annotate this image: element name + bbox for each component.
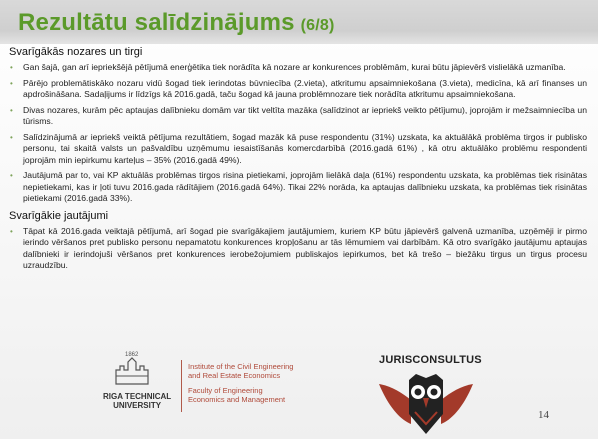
section-heading: Svarīgākās nozares un tirgi bbox=[9, 46, 143, 58]
bullet-item bbox=[9, 105, 587, 128]
bullet-icon: • bbox=[10, 78, 13, 88]
institute-line1: Institute of the Civil Engineering bbox=[188, 362, 294, 371]
slide-content bbox=[9, 45, 587, 276]
footer-divider bbox=[181, 360, 182, 412]
owl-logo-icon bbox=[371, 364, 481, 436]
rtu-name-line1: RIGA TECHNICAL bbox=[103, 392, 172, 401]
faculty-line1: Faculty of Engineering bbox=[188, 386, 263, 395]
bullet-text: Salīdzinājumā ar iepriekš veiktā pētījuma rezultātiem, šogad mazāk kā puse respondentu (31%) uzskata, ka aktuālākā problēma tirgos ir publisko personu, tai skaitā valsts un pašvaldību uzņēmumu iesaistīšanās komercdarbībā (2016.gadā 61%) , kā otru aktuālāko problēmu respondenti joprojām min iepirkumu karteļus – 35% (2016.gadā 49%). bbox=[23, 131, 587, 165]
bullet-icon: • bbox=[10, 132, 13, 142]
bullet-text: Tāpat kā 2016.gada veiktajā pētījumā, arī šogad pie svarīgākajiem jautājumiem, kuriem KP būtu jāpievērš galvenā uzmanība, uzņēmēji ir pirmo ierindo vēršanos pret publisko personu nepamatotu konkurences kropļošanu ar tās lēmumiem vai darbībām. Kā otro svarīgāko jautājumu aptaujas dalībnieki ir ierindojuši vēršanos pret konkurences ierobežojumiem publiskajos iepirkumos, bet kā trešo – biežāku tirgus un tirgus procesu uzraudzību. bbox=[23, 225, 587, 270]
rtu-year: 1862 bbox=[125, 352, 139, 358]
institute-text bbox=[188, 362, 293, 404]
bullet-icon: • bbox=[10, 171, 13, 180]
bullet-text: Gan šajā, gan arī iepriekšējā pētījumā enerģētika tiek norādīta kā nozare ar konkurences problēmām, kurai būtu jāpievērš vislielākā uzmanība. bbox=[23, 62, 566, 72]
slide-title-text: Rezultātu salīdzinājums bbox=[18, 9, 295, 36]
rtu-name bbox=[103, 392, 171, 410]
bullet-item bbox=[9, 170, 587, 205]
bullet-text: Jautājumā par to, vai KP aktuālās problēmas tirgos risina pietiekami, joprojām lielākā daļa (61%) respondentu uzskata, ka problēmas tiek risinātas nepietiekami, kas ir ļoti tuvu 2016.gada rādītājiem (2016.gadā 64%). Tikai 22% norāda, ka aptaujas dalībnieku uzskata, ka problēmas tiek risinātas pietiekami (2016.gadā 33%). bbox=[23, 170, 587, 203]
bullet-icon: • bbox=[10, 226, 13, 236]
bullet-item bbox=[9, 226, 587, 272]
institute-line2: and Real Estate Economics bbox=[188, 371, 281, 380]
slide-title bbox=[18, 9, 335, 37]
bullet-text: Pārējo problemātiskāko nozaru vidū šogad tiek ierindotas būvniecība (2.vieta), atkritumu apsaimniekošana (3.vieta), medicīna, kā arī finanses un apdrošināšana. Sadaļijums ir līdzīgs kā 2016.gadā, taču šogad kā jauna problēmnozare tiek norādīta atkritumu apsaimniekošana. bbox=[23, 77, 587, 99]
jurisconsultus-logo-text: JURISCONSULTUS bbox=[379, 354, 482, 366]
bullet-icon: • bbox=[10, 105, 13, 115]
slide-counter: (6/8) bbox=[300, 17, 335, 34]
slide-footer bbox=[0, 345, 598, 439]
rtu-crest-icon bbox=[112, 356, 152, 386]
bullet-icon: • bbox=[10, 63, 13, 72]
bullet-text: Divas nozares, kurām pēc aptaujas dalībnieku domām var tikt veltīta mazāka (salīdzinot ar iepriekš veikto pētījumu), joprojām ir mežsaimniecība un tūrisms. bbox=[23, 104, 587, 126]
page-number: 14 bbox=[538, 409, 549, 421]
bullet-item bbox=[9, 78, 587, 101]
bullet-item bbox=[9, 62, 587, 74]
rtu-name-line2: UNIVERSITY bbox=[113, 401, 162, 410]
section-heading: Svarīgākie jautājumi bbox=[9, 209, 109, 222]
bullet-item bbox=[9, 132, 587, 167]
faculty-line2: Economics and Management bbox=[188, 395, 286, 404]
